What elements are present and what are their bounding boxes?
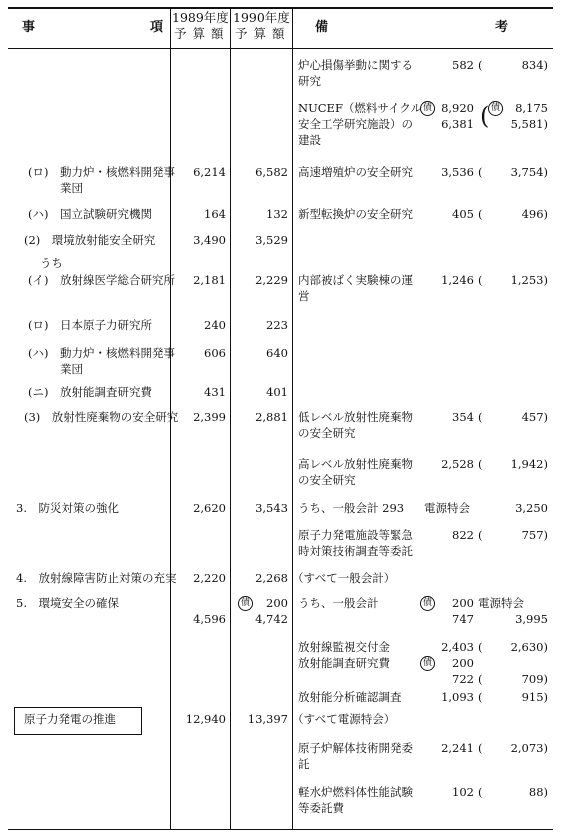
value-1989: 6,214: [193, 165, 226, 179]
note: 原子炉解体技術開発委: [298, 741, 413, 755]
note: 低レベル放射性廃棄物: [298, 410, 413, 424]
item-label: 業団: [60, 362, 83, 376]
amount: 1,246: [441, 273, 474, 287]
header-item-b: 項: [150, 20, 164, 35]
header-1990-line1: 1990年度: [233, 10, 290, 25]
prior-amount: 5,581): [510, 117, 548, 131]
col-divider-2: [230, 7, 231, 829]
note: 軽水炉燃料体性能試験: [298, 785, 413, 799]
value-1989: 606: [204, 346, 226, 360]
value-1990: 4,742: [255, 612, 288, 626]
note: 内部被ばく実験棟の運: [298, 273, 413, 287]
open-paren: (: [478, 741, 483, 755]
open-paren: (: [478, 457, 483, 471]
amount: 405: [452, 207, 474, 221]
header-1990-line2: 予 算 額: [235, 26, 286, 41]
amount: 722: [452, 672, 474, 686]
note: 新型転換炉の安全研究: [298, 207, 413, 221]
bond-mark: 債: [420, 596, 435, 611]
header-remarks-b: 考: [495, 20, 509, 35]
note: 等委託費: [298, 801, 344, 815]
note: 研究: [298, 74, 321, 88]
prior-amount: 3,754): [510, 165, 548, 179]
open-paren: (: [478, 690, 483, 704]
table-top-rule: [8, 7, 553, 9]
note: の安全研究: [298, 473, 356, 487]
item-label: 業団: [60, 181, 83, 195]
value-1990: 2,881: [255, 410, 288, 424]
amount: 822: [452, 528, 474, 542]
note-right: 電源特会: [478, 596, 524, 610]
item-label: 5. 環境安全の確保: [16, 596, 119, 610]
value-1990: 6,582: [255, 165, 288, 179]
header-1989-line1: 1989年度: [172, 10, 229, 25]
note: 高レベル放射性廃棄物: [298, 457, 413, 471]
amount: 2,403: [441, 640, 474, 654]
header-remarks-a: 備: [315, 20, 329, 35]
open-paren: (: [478, 785, 483, 799]
note: 放射能調査研究費: [298, 656, 390, 670]
bond-mark: 債: [238, 596, 253, 611]
value-1989: 2,220: [193, 571, 226, 585]
bond-mark: 債: [488, 101, 503, 116]
header-1989-line2: 予 算 額: [174, 26, 225, 41]
amount: 2,528: [441, 457, 474, 471]
value-1990: 2,268: [255, 571, 288, 585]
prior-amount: 1,253): [510, 273, 548, 287]
bond-mark: 債: [420, 101, 435, 116]
item-label: (ニ) 放射能調査研究費: [28, 385, 152, 399]
amount: 3,536: [441, 165, 474, 179]
prior-amount: 757): [521, 528, 548, 542]
prior-amount: 2,073): [510, 741, 548, 755]
open-paren: (: [478, 528, 483, 542]
open-paren: (: [478, 672, 483, 686]
amount: 582: [452, 58, 474, 72]
item-label: 4. 放射線障害防止対策の充実: [16, 571, 177, 585]
header-item-a: 事: [22, 20, 36, 35]
value-1990: 132: [266, 207, 288, 221]
value-1990: 640: [266, 346, 288, 360]
amount: 354: [452, 410, 474, 424]
note: の安全研究: [298, 426, 356, 440]
value-1989: 431: [204, 385, 226, 399]
item-label: うち: [40, 256, 63, 270]
prior-amount: 88): [528, 785, 548, 799]
open-paren: (: [480, 102, 490, 130]
bond-mark: 債: [420, 656, 435, 671]
value-1990: 2,229: [255, 273, 288, 287]
prior-amount: 2,630): [510, 640, 548, 654]
value-1990: 3,543: [255, 501, 288, 515]
item-label: (2) 環境放射能安全研究: [24, 233, 156, 247]
note: 炉心損傷挙動に関する: [298, 58, 413, 72]
item-label: (イ) 放射線医学総合研究所: [28, 273, 175, 287]
open-paren: (: [478, 207, 483, 221]
value-1989: 240: [204, 318, 226, 332]
prior-amount: 496): [521, 207, 548, 221]
amount: 200: [452, 656, 474, 670]
item-label: (ロ) 動力炉・核燃料開発事: [28, 165, 175, 179]
note: 安全工学研究施設）の: [298, 117, 413, 131]
item-label-boxed: 原子力発電の推進: [24, 712, 116, 726]
open-paren: (: [478, 273, 483, 287]
value-1989: 4,596: [193, 612, 226, 626]
note: 託: [298, 757, 310, 771]
value-1990-bond: 200: [266, 596, 288, 610]
note: 建設: [298, 133, 321, 147]
value-1990: 3,529: [255, 233, 288, 247]
item-label: (3) 放射性廃棄物の安全研究: [24, 410, 179, 424]
note: 営: [298, 289, 310, 303]
item-label: (ハ) 国立試験研究機関: [28, 207, 152, 221]
amount: 200: [452, 596, 474, 610]
amount: 8,920: [441, 101, 474, 115]
prior-amount: 3,995: [515, 612, 548, 626]
open-paren: (: [478, 410, 483, 424]
value-1990: 401: [266, 385, 288, 399]
prior-amount: 709): [521, 672, 548, 686]
prior-amount: 834): [521, 58, 548, 72]
amount: 1,093: [441, 690, 474, 704]
note: （すべて一般会計）: [292, 571, 396, 585]
prior-amount: 8,175: [515, 101, 548, 115]
prior-amount: 457): [521, 410, 548, 424]
note: 原子力発電施設等緊急: [298, 528, 413, 542]
amount: 6,381: [441, 117, 474, 131]
amount: 2,241: [441, 741, 474, 755]
item-label: 3. 防災対策の強化: [16, 501, 119, 515]
value-1989: 3,490: [193, 233, 226, 247]
amount: 747: [452, 612, 474, 626]
open-paren: (: [478, 58, 483, 72]
value-1990: 13,397: [247, 712, 288, 726]
value-1990: 223: [266, 318, 288, 332]
note: NUCEF（燃料サイクル: [298, 101, 423, 115]
value-1989: 2,620: [193, 501, 226, 515]
note: 時対策技術調査等委託: [298, 544, 413, 558]
prior-amount: 1,942): [510, 457, 548, 471]
value-1989: 12,940: [185, 712, 226, 726]
amount: 102: [452, 785, 474, 799]
prior-amount: 915): [521, 690, 548, 704]
note-right: 電源特会: [424, 501, 470, 515]
open-paren: (: [478, 640, 483, 654]
value-1989: 2,399: [193, 410, 226, 424]
note: うち、一般会計: [298, 596, 379, 610]
note: うち、一般会計 293: [298, 501, 405, 515]
value-1989: 2,181: [193, 273, 226, 287]
header-bottom-rule: [8, 48, 553, 49]
note: （すべて電源特会）: [292, 712, 396, 726]
prior-amount: 3,250: [515, 501, 548, 515]
item-label: (ハ) 動力炉・核燃料開発事: [28, 346, 175, 360]
note: 高速増殖炉の安全研究: [298, 165, 413, 179]
item-label: (ロ) 日本原子力研究所: [28, 318, 152, 332]
col-divider-3: [292, 7, 293, 829]
value-1989: 164: [204, 207, 226, 221]
note: 放射線監視交付金: [298, 640, 390, 654]
open-paren: (: [478, 165, 483, 179]
note: 放射能分析確認調査: [298, 690, 402, 704]
table-bottom-rule: [8, 829, 553, 830]
